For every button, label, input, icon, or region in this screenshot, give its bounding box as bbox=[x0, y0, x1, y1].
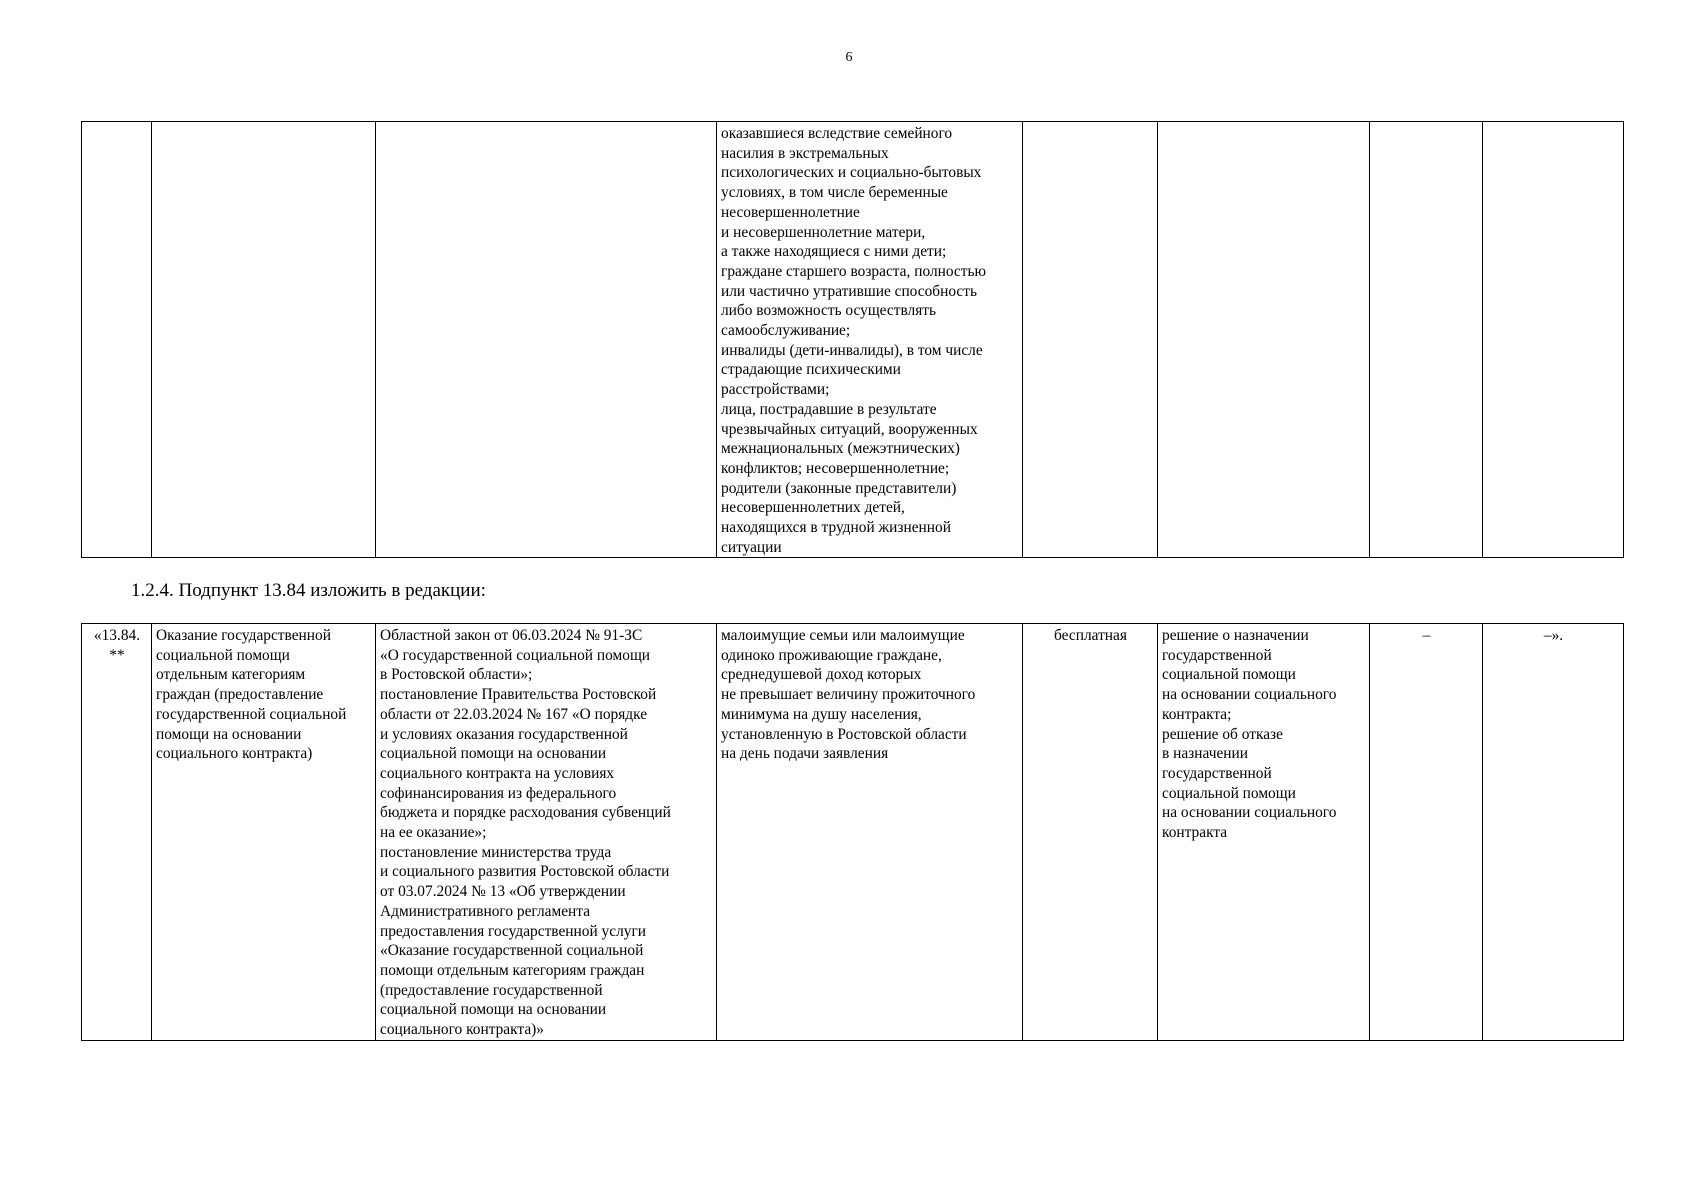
cell-service-name bbox=[152, 624, 376, 1041]
recipients-line: не превышает величину прожиточного bbox=[721, 686, 976, 704]
cell-result bbox=[1158, 122, 1370, 558]
legal-basis-line: Областной закон от 06.03.2024 № 91-ЗС bbox=[380, 627, 643, 644]
result-line: в назначении bbox=[1162, 745, 1248, 763]
cell-result bbox=[1158, 624, 1370, 1041]
legal-basis-line: (предоставление государственной bbox=[380, 981, 603, 999]
amended-table bbox=[81, 623, 1624, 1041]
result-line: государственной bbox=[1162, 646, 1272, 664]
cell-service-name bbox=[152, 122, 376, 558]
recipients-line: ситуации bbox=[721, 538, 782, 556]
recipients-line: оказавшиеся вследствие семейного bbox=[721, 125, 953, 142]
recipients-line: условиях, в том числе беременные bbox=[721, 184, 948, 202]
result-line: контракта; bbox=[1162, 705, 1232, 723]
legal-basis-line: бюджета и порядке расходования субвенций bbox=[380, 804, 671, 822]
legal-basis-line: софинансирования из федерального bbox=[380, 784, 617, 802]
result-line: контракта bbox=[1162, 824, 1228, 842]
legal-basis-line: Административного регламента bbox=[380, 902, 591, 920]
recipients-line: на день подачи заявления bbox=[721, 745, 889, 763]
recipients-line: или частично утратившие способность bbox=[721, 282, 978, 300]
recipients-line: малоимущие семьи или малоимущие bbox=[721, 627, 965, 644]
cell-payment bbox=[1023, 122, 1158, 558]
name-line: социального контракта) bbox=[156, 745, 313, 763]
legal-basis-line: «О государственной социальной помощи bbox=[380, 646, 651, 664]
recipients-line: насилия в экстремальных bbox=[721, 144, 889, 162]
name-line: Оказание государственной bbox=[156, 627, 331, 644]
recipients-line: лица, пострадавшие в результате bbox=[721, 400, 937, 418]
legal-basis-line: социальной помощи на основании bbox=[380, 745, 607, 763]
number-line: ** bbox=[109, 646, 125, 664]
table-row bbox=[82, 624, 1624, 1041]
cell-recipients bbox=[717, 122, 1023, 558]
cell-number bbox=[82, 624, 152, 1041]
recipients-line: минимума на душу населения, bbox=[721, 705, 922, 723]
cell-number bbox=[82, 122, 152, 558]
cell-col8: –». bbox=[1483, 624, 1624, 1041]
table-row bbox=[82, 122, 1624, 558]
recipients-line: несовершеннолетних детей, bbox=[721, 499, 905, 517]
cell-legal-basis bbox=[376, 122, 717, 558]
result-line: на основании социального bbox=[1162, 686, 1337, 704]
recipients-line: а также находящиеся с ними дети; bbox=[721, 243, 947, 261]
cell-legal-basis bbox=[376, 624, 717, 1041]
legal-basis-line: постановление министерства труда bbox=[380, 843, 612, 861]
result-line: государственной bbox=[1162, 764, 1272, 782]
legal-basis-line: на ее оказание»; bbox=[380, 824, 487, 842]
legal-basis-line: предоставления государственной услуги bbox=[380, 922, 647, 940]
recipients-line: психологических и социально-бытовых bbox=[721, 164, 982, 182]
result-line: на основании социального bbox=[1162, 804, 1337, 822]
legal-basis-line: социальной помощи на основании bbox=[380, 1001, 607, 1019]
recipients-line: страдающие психическими bbox=[721, 361, 901, 379]
recipients-line: самообслуживание; bbox=[721, 322, 851, 340]
recipients-line: среднедушевой доход которых bbox=[721, 666, 922, 684]
cell-payment: бесплатная bbox=[1023, 624, 1158, 1041]
number-line: «13.84. bbox=[93, 627, 141, 644]
recipients-line: находящихся в трудной жизненной bbox=[721, 519, 951, 537]
name-line: граждан (предоставление bbox=[156, 686, 324, 704]
legal-basis-line: в Ростовской области»; bbox=[380, 666, 533, 684]
recipients-line: одиноко проживающие граждане, bbox=[721, 646, 942, 664]
recipients-line: чрезвычайных ситуаций, вооруженных bbox=[721, 420, 978, 438]
recipients-line: межнациональных (межэтнических) bbox=[721, 440, 960, 458]
recipients-line: и несовершеннолетние матери, bbox=[721, 223, 926, 241]
legal-basis-line: и условиях оказания государственной bbox=[380, 725, 628, 743]
legal-basis-line: области от 22.03.2024 № 167 «О порядке bbox=[380, 705, 648, 723]
recipients-line: инвалиды (дети-инвалиды), в том числе bbox=[721, 341, 983, 359]
cell-col7 bbox=[1370, 122, 1483, 558]
recipients-line: расстройствами; bbox=[721, 381, 830, 399]
name-line: отдельным категориям bbox=[156, 666, 306, 684]
legal-basis-line: от 03.07.2024 № 13 «Об утверждении bbox=[380, 883, 626, 901]
result-line: социальной помощи bbox=[1162, 666, 1296, 684]
name-line: государственной социальной bbox=[156, 705, 347, 723]
cell-col7: – bbox=[1370, 624, 1483, 1041]
name-line: помощи на основании bbox=[156, 725, 302, 743]
legal-basis-line: и социального развития Ростовской области bbox=[380, 863, 670, 881]
result-line: социальной помощи bbox=[1162, 784, 1296, 802]
legal-basis-line: социального контракта на условиях bbox=[380, 764, 615, 782]
legal-basis-line: «Оказание государственной социальной bbox=[380, 942, 644, 960]
legal-basis-line: помощи отдельным категориям граждан bbox=[380, 961, 645, 979]
recipients-line: либо возможность осуществлять bbox=[721, 302, 937, 320]
recipients-line: установленную в Ростовской области bbox=[721, 725, 967, 743]
recipients-line: родители (законные представители) bbox=[721, 479, 957, 497]
continued-table bbox=[81, 121, 1624, 558]
cell-recipients bbox=[717, 624, 1023, 1041]
legal-basis-line: социального контракта)» bbox=[380, 1021, 544, 1039]
page-number: 6 bbox=[845, 50, 853, 65]
cell-col8 bbox=[1483, 122, 1624, 558]
amendment-instruction: 1.2.4. Подпункт 13.84 изложить в редакции: bbox=[131, 580, 486, 601]
recipients-line: несовершеннолетние bbox=[721, 203, 860, 221]
recipients-line: граждане старшего возраста, полностью bbox=[721, 262, 987, 280]
result-line: решение об отказе bbox=[1162, 725, 1283, 743]
recipients-line: конфликтов; несовершеннолетние; bbox=[721, 459, 950, 477]
result-line: решение о назначении bbox=[1162, 627, 1309, 644]
legal-basis-line: постановление Правительства Ростовской bbox=[380, 686, 657, 704]
name-line: социальной помощи bbox=[156, 646, 290, 664]
